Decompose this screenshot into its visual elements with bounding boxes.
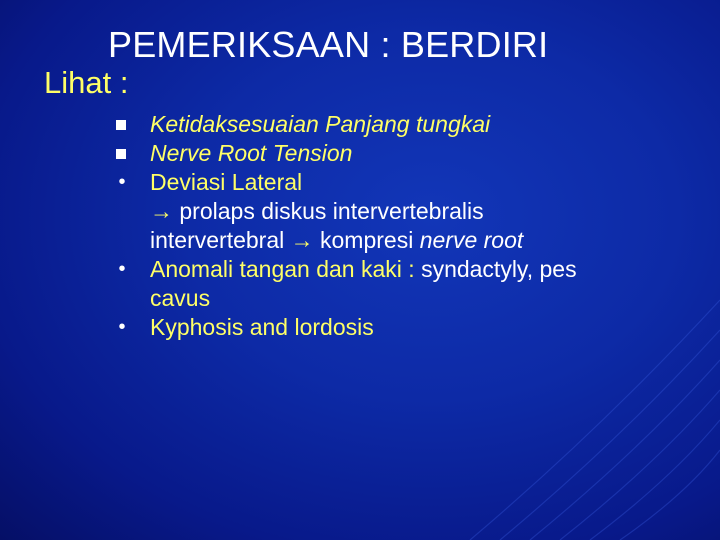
bullet-list [112,110,702,342]
square-bullet-icon [116,149,126,159]
item-text: Deviasi Lateral [150,169,303,195]
item-subtext-italic: nerve root [419,227,524,253]
dot-bullet-icon: • [118,316,126,338]
list-item [112,255,702,313]
item-subtext: kompresi [313,227,420,253]
item-text: Nerve Root Tension [150,140,353,166]
item-text: cavus [150,285,211,311]
list-item [112,313,702,342]
slide-title: PEMERIKSAAN : BERDIRI [108,24,549,65]
slide-subtitle: Lihat : [44,65,129,100]
dot-bullet-icon: • [118,258,126,280]
arrow-right-icon: → [290,227,314,253]
arrow-right-icon: → [150,198,173,224]
list-item [112,139,702,168]
item-text: Anomali tangan dan kaki : [150,256,422,282]
item-text: Kyphosis and lordosis [150,314,374,340]
item-text: Ketidaksesuaian Panjang tungkai [150,111,491,137]
item-subtext: prolaps diskus intervertebralis [173,198,484,224]
square-bullet-icon [116,120,126,130]
dot-bullet-icon: • [118,171,126,193]
list-item [112,110,702,139]
list-item [112,168,702,255]
item-subtext: syndactyly, pes [421,256,577,282]
item-subtext: intervertebral [150,227,291,253]
